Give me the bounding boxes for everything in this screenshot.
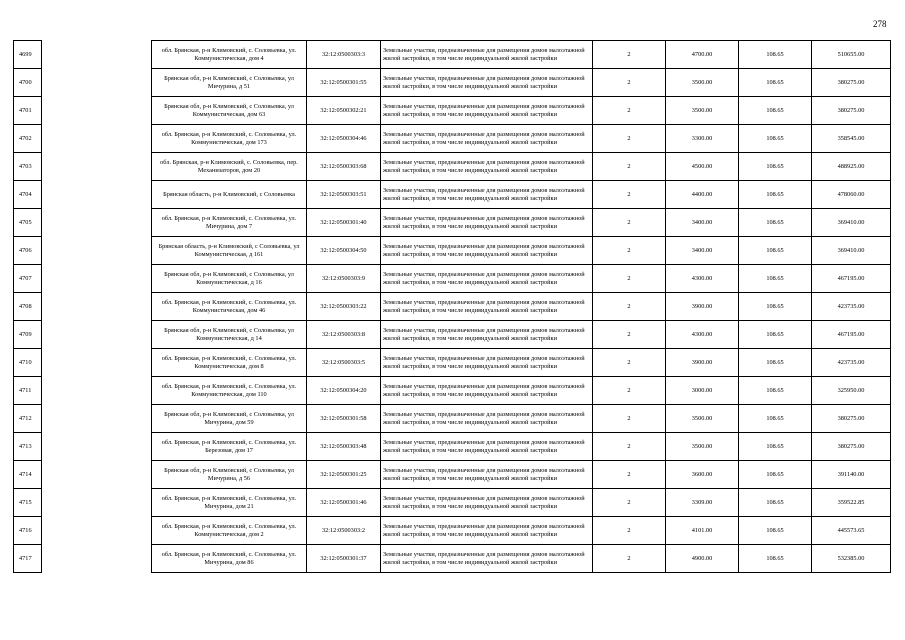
- empty-cell: [42, 489, 152, 517]
- row-number-cell: 4702: [14, 125, 42, 153]
- table-row: [14, 181, 891, 209]
- permitted-use-cell: Земельные участки, предназначенные для размещения домов малоэтажной жилой застройки, в том числе индивидуальной жилой застройки: [381, 349, 593, 377]
- group-cell: 2: [593, 125, 666, 153]
- cadastral-value-cell: 467195.00: [812, 265, 891, 293]
- group-cell: 2: [593, 41, 666, 69]
- specific-value-cell: 108.65: [739, 97, 812, 125]
- row-number-cell: 4716: [14, 517, 42, 545]
- row-number-cell: 4705: [14, 209, 42, 237]
- empty-cell: [42, 69, 152, 97]
- cadastral-value-cell: 423735.00: [812, 349, 891, 377]
- row-number-cell: 4703: [14, 153, 42, 181]
- area-cell: 4500.00: [666, 153, 739, 181]
- address-cell: Брянская область, р-н Климовский, с Соловьевка: [152, 181, 307, 209]
- area-cell: 4300.00: [666, 265, 739, 293]
- permitted-use-cell: Земельные участки, предназначенные для размещения домов малоэтажной жилой застройки, в том числе индивидуальной жилой застройки: [381, 237, 593, 265]
- specific-value-cell: 108.65: [739, 405, 812, 433]
- row-number-cell: 4699: [14, 41, 42, 69]
- group-cell: 2: [593, 349, 666, 377]
- group-cell: 2: [593, 97, 666, 125]
- empty-cell: [42, 349, 152, 377]
- cadastral-number-cell: 32:12:0500303:2: [307, 517, 381, 545]
- area-cell: 3500.00: [666, 433, 739, 461]
- table-row: [14, 237, 891, 265]
- area-cell: 4101.00: [666, 517, 739, 545]
- table-row: [14, 461, 891, 489]
- permitted-use-cell: Земельные участки, предназначенные для размещения домов малоэтажной жилой застройки, в том числе индивидуальной жилой застройки: [381, 69, 593, 97]
- cadastral-number-cell: 32:12:0500301:25: [307, 461, 381, 489]
- cadastral-number-cell: 32:12:0500304:50: [307, 237, 381, 265]
- cadastral-number-cell: 32:12:0500303:68: [307, 153, 381, 181]
- cadastral-number-cell: 32:12:0500301:46: [307, 489, 381, 517]
- specific-value-cell: 108.65: [739, 265, 812, 293]
- permitted-use-cell: Земельные участки, предназначенные для размещения домов малоэтажной жилой застройки, в том числе индивидуальной жилой застройки: [381, 377, 593, 405]
- permitted-use-cell: Земельные участки, предназначенные для размещения домов малоэтажной жилой застройки, в том числе индивидуальной жилой застройки: [381, 545, 593, 573]
- group-cell: 2: [593, 433, 666, 461]
- cadastral-value-table: [13, 40, 891, 573]
- area-cell: 3300.00: [666, 125, 739, 153]
- area-cell: 3309.00: [666, 489, 739, 517]
- empty-cell: [42, 153, 152, 181]
- empty-cell: [42, 377, 152, 405]
- table-row: [14, 433, 891, 461]
- permitted-use-cell: Земельные участки, предназначенные для размещения домов малоэтажной жилой застройки, в том числе индивидуальной жилой застройки: [381, 153, 593, 181]
- empty-cell: [42, 209, 152, 237]
- empty-cell: [42, 181, 152, 209]
- address-cell: обл. Брянская, р-н Климовский, с. Соловьевка, ул. Коммунистическая, дом 110: [152, 377, 307, 405]
- address-cell: обл. Брянская, р-н Климовский, с. Соловьевка, пер. Механизаторов, дом 20: [152, 153, 307, 181]
- cadastral-value-cell: 445573.65: [812, 517, 891, 545]
- table-row: [14, 545, 891, 573]
- cadastral-value-cell: 510655.00: [812, 41, 891, 69]
- address-cell: Брянская обл, р-н Климовский, с Соловьевка, ул Мичурина, д 56: [152, 461, 307, 489]
- specific-value-cell: 108.65: [739, 125, 812, 153]
- address-cell: Брянская обл, р-н Климовский, с Соловьевка, ул Мичурина, дом 59: [152, 405, 307, 433]
- cadastral-value-cell: 380275.00: [812, 97, 891, 125]
- cadastral-number-cell: 32:12:0500301:40: [307, 209, 381, 237]
- permitted-use-cell: Земельные участки, предназначенные для размещения домов малоэтажной жилой застройки, в том числе индивидуальной жилой застройки: [381, 517, 593, 545]
- cadastral-number-cell: 32:12:0500303:8: [307, 321, 381, 349]
- cadastral-value-cell: 423735.00: [812, 293, 891, 321]
- table-row: [14, 153, 891, 181]
- table-row: [14, 69, 891, 97]
- permitted-use-cell: Земельные участки, предназначенные для размещения домов малоэтажной жилой застройки, в том числе индивидуальной жилой застройки: [381, 321, 593, 349]
- table-row: [14, 517, 891, 545]
- cadastral-value-cell: 488925.00: [812, 153, 891, 181]
- table-row: [14, 349, 891, 377]
- specific-value-cell: 108.65: [739, 461, 812, 489]
- area-cell: 4900.00: [666, 545, 739, 573]
- cadastral-value-cell: 467195.00: [812, 321, 891, 349]
- address-cell: Брянская обл, р-н Климовский, с Соловьевка, ул Мичурина, д 51: [152, 69, 307, 97]
- group-cell: 2: [593, 69, 666, 97]
- permitted-use-cell: Земельные участки, предназначенные для размещения домов малоэтажной жилой застройки, в том числе индивидуальной жилой застройки: [381, 293, 593, 321]
- table-row: [14, 405, 891, 433]
- cadastral-number-cell: 32:12:0500303:51: [307, 181, 381, 209]
- specific-value-cell: 108.65: [739, 349, 812, 377]
- permitted-use-cell: Земельные участки, предназначенные для размещения домов малоэтажной жилой застройки, в том числе индивидуальной жилой застройки: [381, 489, 593, 517]
- specific-value-cell: 108.65: [739, 517, 812, 545]
- address-cell: обл. Брянская, р-н Климовский, с. Соловьевка, ул. Мичурина, дом 86: [152, 545, 307, 573]
- row-number-cell: 4713: [14, 433, 42, 461]
- row-number-cell: 4708: [14, 293, 42, 321]
- table-row: [14, 97, 891, 125]
- cadastral-number-cell: 32:12:0500304:20: [307, 377, 381, 405]
- row-number-cell: 4701: [14, 97, 42, 125]
- group-cell: 2: [593, 321, 666, 349]
- area-cell: 3400.00: [666, 237, 739, 265]
- cadastral-value-cell: 380275.00: [812, 405, 891, 433]
- group-cell: 2: [593, 181, 666, 209]
- table-row: [14, 293, 891, 321]
- cadastral-number-cell: 32:12:0500301:58: [307, 405, 381, 433]
- row-number-cell: 4700: [14, 69, 42, 97]
- group-cell: 2: [593, 153, 666, 181]
- cadastral-value-cell: 380275.00: [812, 69, 891, 97]
- address-cell: обл. Брянская, р-н Климовский, с. Соловьевка, ул. Коммунистическая, дом 8: [152, 349, 307, 377]
- address-cell: обл. Брянская, р-н Климовский, с. Соловьевка, ул. Коммунистическая, дом 4: [152, 41, 307, 69]
- empty-cell: [42, 545, 152, 573]
- specific-value-cell: 108.65: [739, 181, 812, 209]
- cadastral-value-cell: 359522.85: [812, 489, 891, 517]
- specific-value-cell: 108.65: [739, 153, 812, 181]
- address-cell: обл. Брянская, р-н Климовский, с. Соловьевка, ул. Коммунистическая, дом 2: [152, 517, 307, 545]
- area-cell: 3900.00: [666, 349, 739, 377]
- table-row: [14, 321, 891, 349]
- address-cell: обл. Брянская, р-н Климовский, с. Соловьевка, ул. Коммунистическая, дом 46: [152, 293, 307, 321]
- cadastral-value-cell: 369410.00: [812, 209, 891, 237]
- empty-cell: [42, 517, 152, 545]
- cadastral-value-cell: 369410.00: [812, 237, 891, 265]
- cadastral-value-cell: 391140.00: [812, 461, 891, 489]
- group-cell: 2: [593, 405, 666, 433]
- address-cell: Брянская обл, р-н Климовский, с Соловьевка, ул Коммунистическая, д 14: [152, 321, 307, 349]
- address-cell: обл. Брянская, р-н Климовский, с. Соловьевка, ул. Мичурина, дом 7: [152, 209, 307, 237]
- specific-value-cell: 108.65: [739, 377, 812, 405]
- cadastral-value-cell: 380275.00: [812, 433, 891, 461]
- area-cell: 3400.00: [666, 209, 739, 237]
- empty-cell: [42, 265, 152, 293]
- address-cell: обл. Брянская, р-н Климовский, с. Соловьевка, ул. Коммунистическая, дом 173: [152, 125, 307, 153]
- row-number-cell: 4710: [14, 349, 42, 377]
- address-cell: Брянская область, р-н Климовский, с Соловьевка, ул Коммунистическая, д 161: [152, 237, 307, 265]
- group-cell: 2: [593, 489, 666, 517]
- empty-cell: [42, 433, 152, 461]
- group-cell: 2: [593, 517, 666, 545]
- cadastral-number-cell: 32:12:0500301:37: [307, 545, 381, 573]
- cadastral-value-cell: 325950.00: [812, 377, 891, 405]
- row-number-cell: 4704: [14, 181, 42, 209]
- row-number-cell: 4707: [14, 265, 42, 293]
- specific-value-cell: 108.65: [739, 433, 812, 461]
- cadastral-value-cell: 532385.00: [812, 545, 891, 573]
- empty-cell: [42, 97, 152, 125]
- permitted-use-cell: Земельные участки, предназначенные для размещения домов малоэтажной жилой застройки, в том числе индивидуальной жилой застройки: [381, 97, 593, 125]
- permitted-use-cell: Земельные участки, предназначенные для размещения домов малоэтажной жилой застройки, в том числе индивидуальной жилой застройки: [381, 433, 593, 461]
- cadastral-number-cell: 32:12:0500303:48: [307, 433, 381, 461]
- row-number-cell: 4715: [14, 489, 42, 517]
- permitted-use-cell: Земельные участки, предназначенные для размещения домов малоэтажной жилой застройки, в том числе индивидуальной жилой застройки: [381, 41, 593, 69]
- area-cell: 3500.00: [666, 405, 739, 433]
- cadastral-number-cell: 32:12:0500301:55: [307, 69, 381, 97]
- cadastral-number-cell: 32:12:0500304:46: [307, 125, 381, 153]
- permitted-use-cell: Земельные участки, предназначенные для размещения домов малоэтажной жилой застройки, в том числе индивидуальной жилой застройки: [381, 405, 593, 433]
- table-body: [14, 41, 891, 573]
- group-cell: 2: [593, 545, 666, 573]
- table-row: [14, 377, 891, 405]
- cadastral-number-cell: 32:12:0500303:3: [307, 41, 381, 69]
- address-cell: Брянская обл, р-н Климовский, с Соловьевка, ул Коммунистическая, д 16: [152, 265, 307, 293]
- table-row: [14, 41, 891, 69]
- empty-cell: [42, 293, 152, 321]
- specific-value-cell: 108.65: [739, 489, 812, 517]
- page-number: 278: [873, 19, 887, 29]
- cadastral-number-cell: 32:12:0500303:9: [307, 265, 381, 293]
- specific-value-cell: 108.65: [739, 69, 812, 97]
- cadastral-number-cell: 32:12:0500303:5: [307, 349, 381, 377]
- area-cell: 4400.00: [666, 181, 739, 209]
- empty-cell: [42, 461, 152, 489]
- group-cell: 2: [593, 265, 666, 293]
- empty-cell: [42, 321, 152, 349]
- permitted-use-cell: Земельные участки, предназначенные для размещения домов малоэтажной жилой застройки, в том числе индивидуальной жилой застройки: [381, 265, 593, 293]
- area-cell: 3600.00: [666, 461, 739, 489]
- area-cell: 3500.00: [666, 69, 739, 97]
- group-cell: 2: [593, 209, 666, 237]
- empty-cell: [42, 237, 152, 265]
- area-cell: 3000.00: [666, 377, 739, 405]
- group-cell: 2: [593, 461, 666, 489]
- permitted-use-cell: Земельные участки, предназначенные для размещения домов малоэтажной жилой застройки, в том числе индивидуальной жилой застройки: [381, 181, 593, 209]
- group-cell: 2: [593, 377, 666, 405]
- permitted-use-cell: Земельные участки, предназначенные для размещения домов малоэтажной жилой застройки, в том числе индивидуальной жилой застройки: [381, 125, 593, 153]
- row-number-cell: 4706: [14, 237, 42, 265]
- address-cell: обл. Брянская, р-н Климовский, с. Соловьевка, ул. Березовая, дом 17: [152, 433, 307, 461]
- cadastral-value-cell: 478060.00: [812, 181, 891, 209]
- row-number-cell: 4712: [14, 405, 42, 433]
- group-cell: 2: [593, 293, 666, 321]
- permitted-use-cell: Земельные участки, предназначенные для размещения домов малоэтажной жилой застройки, в том числе индивидуальной жилой застройки: [381, 461, 593, 489]
- area-cell: 4300.00: [666, 321, 739, 349]
- area-cell: 4700.00: [666, 41, 739, 69]
- group-cell: 2: [593, 237, 666, 265]
- specific-value-cell: 108.65: [739, 293, 812, 321]
- empty-cell: [42, 125, 152, 153]
- address-cell: обл. Брянская, р-н Климовский, с. Соловьевка, ул. Мичурина, дом 21: [152, 489, 307, 517]
- specific-value-cell: 108.65: [739, 545, 812, 573]
- address-cell: Брянская обл, р-н Климовский, с Соловьевка, ул Коммунистическая, дом 63: [152, 97, 307, 125]
- table-row: [14, 489, 891, 517]
- row-number-cell: 4711: [14, 377, 42, 405]
- area-cell: 3500.00: [666, 97, 739, 125]
- cadastral-number-cell: 32:12:0500302:21: [307, 97, 381, 125]
- table-row: [14, 209, 891, 237]
- row-number-cell: 4717: [14, 545, 42, 573]
- specific-value-cell: 108.65: [739, 321, 812, 349]
- empty-cell: [42, 41, 152, 69]
- cadastral-value-cell: 358545.00: [812, 125, 891, 153]
- area-cell: 3900.00: [666, 293, 739, 321]
- specific-value-cell: 108.65: [739, 41, 812, 69]
- row-number-cell: 4709: [14, 321, 42, 349]
- specific-value-cell: 108.65: [739, 237, 812, 265]
- permitted-use-cell: Земельные участки, предназначенные для размещения домов малоэтажной жилой застройки, в том числе индивидуальной жилой застройки: [381, 209, 593, 237]
- empty-cell: [42, 405, 152, 433]
- table-row: [14, 125, 891, 153]
- table-row: [14, 265, 891, 293]
- specific-value-cell: 108.65: [739, 209, 812, 237]
- row-number-cell: 4714: [14, 461, 42, 489]
- cadastral-number-cell: 32:12:0500303:22: [307, 293, 381, 321]
